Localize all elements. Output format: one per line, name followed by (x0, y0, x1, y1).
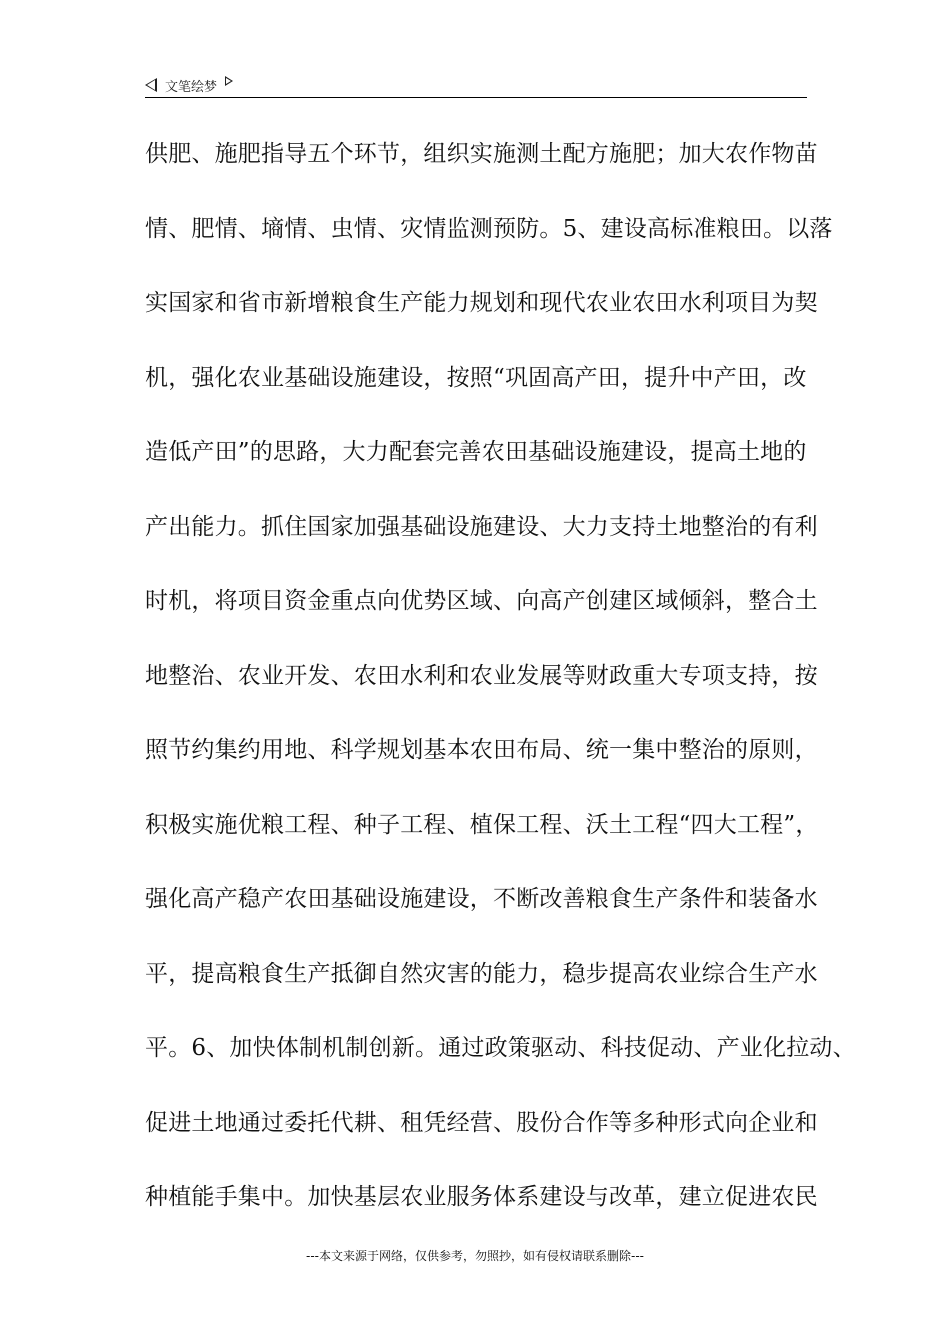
text-line: 平。6、加快体制机制创新。通过政策驱动、科技促动、产业化拉动、 (145, 1035, 856, 1061)
triangle-left-icon (145, 78, 157, 92)
triangle-right-icon (225, 76, 233, 86)
footer-disclaimer: ---本文来源于网络，仅供参考，勿照抄，如有侵权请联系删除--- (306, 1249, 644, 1263)
text-line: 强化高产稳产农田基础设施建设，不断改善粮食生产条件和装备水 (145, 886, 818, 912)
text-line: 情、肥情、墒情、虫情、灾情监测预防。5、建设高标准粮田。以落 (145, 215, 833, 242)
header-divider (145, 97, 807, 98)
text-line: 时机，将项目资金重点向优势区域、向高产创建区域倾斜，整合土 (145, 588, 818, 614)
text-line: 促进土地通过委托代耕、租凭经营、股份合作等多种形式向企业和 (145, 1109, 818, 1136)
text-line: 实国家和省市新增粮食生产能力规划和现代农业农田水利项目为契 (145, 290, 818, 316)
text-line: 造低产田”的思路，大力配套完善农田基础设施建设，提高土地的 (145, 439, 807, 465)
page-header (145, 74, 807, 96)
text-line: 平，提高粮食生产抵御自然灾害的能力，稳步提高农业综合生产水 (145, 960, 818, 987)
text-line: 供肥、施肥指导五个环节，组织实施测土配方施肥；加大农作物苗 (145, 141, 818, 167)
text-line: 积极实施优粮工程、种子工程、植保工程、沃土工程“四大工程”， (145, 811, 819, 838)
header-title: 文笔绘梦 (165, 79, 218, 95)
text-line: 机，强化农业基础设施建设，按照“巩固高产田，提升中产田，改 (145, 364, 807, 391)
text-line: 地整治、农业开发、农田水利和农业发展等财政重大专项支持，按 (145, 662, 818, 689)
text-line: 产出能力。抓住国家加强基础设施建设、大力支持土地整治的有利 (145, 513, 818, 540)
text-line: 照节约集约用地、科学规划基本农田布局、统一集中整治的原则， (145, 737, 818, 763)
body-text (145, 134, 856, 1252)
text-line: 种植能手集中。加快基层农业服务体系建设与改革，建立促进农民 (145, 1184, 818, 1210)
